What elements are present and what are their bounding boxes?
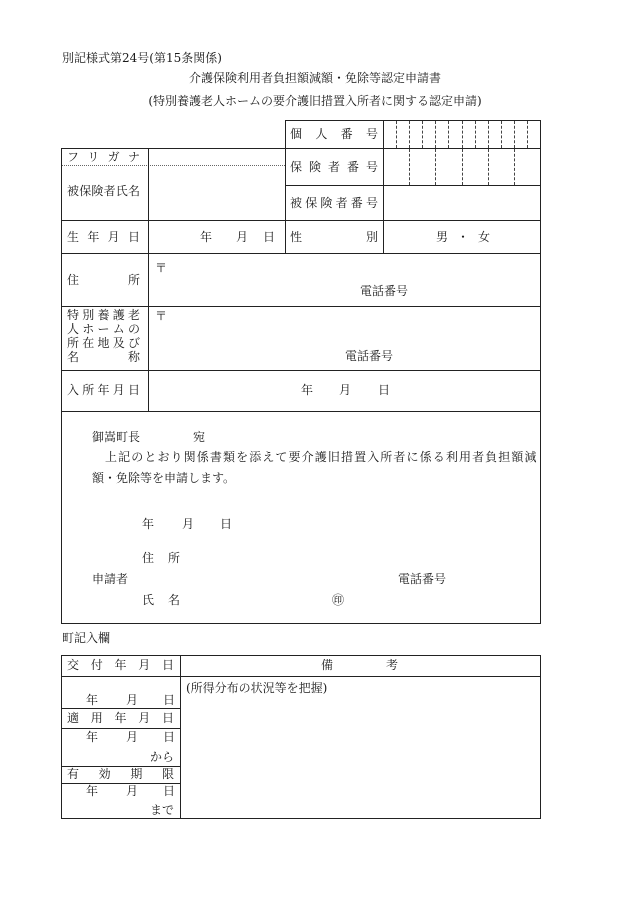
label-char: て bbox=[275, 450, 288, 464]
facility-label-line bbox=[67, 350, 140, 364]
address-label bbox=[67, 273, 140, 287]
label-char: ー bbox=[97, 322, 110, 336]
digit-separator bbox=[514, 121, 515, 148]
label-char: お bbox=[157, 450, 170, 464]
label-char: 人 bbox=[67, 322, 80, 336]
label-char: 付 bbox=[90, 658, 103, 672]
digit-separator bbox=[462, 149, 463, 185]
label-char: の bbox=[131, 450, 144, 464]
label-char: 利 bbox=[445, 450, 458, 464]
digit-separator bbox=[501, 121, 502, 148]
digit-separator bbox=[409, 149, 410, 185]
label-char: 用 bbox=[458, 450, 471, 464]
admission-date-label bbox=[67, 383, 140, 397]
digit-separator bbox=[527, 121, 528, 148]
label-char: 年 bbox=[114, 711, 127, 725]
label-char: 所 bbox=[67, 336, 80, 350]
insured-name-label bbox=[67, 184, 140, 198]
digit-separator bbox=[409, 121, 410, 148]
label-char: に bbox=[406, 450, 419, 464]
table-rule bbox=[148, 148, 149, 411]
table-rule bbox=[61, 220, 540, 221]
insurer-number-label bbox=[290, 160, 378, 174]
label-char: 添 bbox=[249, 450, 262, 464]
label-char: 有 bbox=[67, 767, 80, 781]
valid-until-day: 日 bbox=[163, 784, 176, 798]
label-char: り bbox=[170, 450, 183, 464]
table-rule bbox=[61, 148, 62, 623]
label-char: 所 bbox=[167, 551, 180, 565]
table-rule bbox=[61, 253, 540, 254]
digit-separator bbox=[488, 149, 489, 185]
label-char: 介 bbox=[301, 450, 314, 464]
label-char: 護 bbox=[112, 308, 125, 322]
issue-date-day: 日 bbox=[163, 693, 176, 707]
applicant-address-label bbox=[142, 551, 180, 565]
table-rule bbox=[61, 728, 180, 729]
facility-postal-mark: 〒 bbox=[155, 309, 168, 323]
label-char: 別 bbox=[365, 230, 378, 244]
issue-date-label bbox=[67, 658, 174, 672]
label-char: 人 bbox=[315, 127, 328, 141]
address-phone-label: 電話番号 bbox=[360, 284, 409, 298]
table-rule bbox=[61, 411, 540, 412]
admission-date-year: 年 bbox=[301, 383, 314, 397]
label-char: 書 bbox=[209, 450, 222, 464]
digit-separator bbox=[435, 121, 436, 148]
form-number: 別記様式第24号(第15条関係) bbox=[62, 51, 222, 65]
facility-phone-label: 電話番号 bbox=[345, 349, 394, 363]
facility-label-line bbox=[67, 308, 140, 322]
label-char: 個 bbox=[290, 127, 303, 141]
label-char: 氏 bbox=[142, 593, 155, 607]
from-suffix: から bbox=[149, 750, 174, 764]
form-title: 介護保険利用者負担額減額・免除等認定申請書 bbox=[188, 71, 441, 85]
digit-separator bbox=[462, 121, 463, 148]
label-char: 減 bbox=[524, 450, 537, 464]
label-char: 措 bbox=[340, 450, 353, 464]
label-char: 日 bbox=[161, 711, 174, 725]
label-char: 担 bbox=[498, 450, 511, 464]
table-rule bbox=[61, 818, 541, 819]
label-char: 別 bbox=[82, 308, 95, 322]
label-char: 入 bbox=[67, 383, 80, 397]
addressee: 御嵩町長 bbox=[92, 430, 141, 444]
label-char: 類 bbox=[222, 450, 235, 464]
digit-separator bbox=[422, 121, 423, 148]
digit-separator bbox=[514, 149, 515, 185]
label-char: 及 bbox=[112, 336, 125, 350]
label-char: ナ bbox=[127, 150, 140, 164]
until-suffix: まで bbox=[149, 803, 174, 817]
label-char: る bbox=[432, 450, 445, 464]
label-char: 期 bbox=[130, 767, 143, 781]
digit-separator bbox=[396, 121, 397, 148]
table-rule bbox=[180, 655, 181, 818]
label-char: 備 bbox=[321, 658, 334, 672]
label-char: 者 bbox=[393, 450, 406, 464]
label-char: と bbox=[144, 450, 157, 464]
label-char: 名 bbox=[167, 593, 180, 607]
birth-date-year: 年 bbox=[200, 230, 213, 244]
digit-separator bbox=[475, 121, 476, 148]
label-char: 効 bbox=[98, 767, 111, 781]
label-char: 老 bbox=[127, 308, 140, 322]
label-char: 置 bbox=[354, 450, 367, 464]
facility-label-line bbox=[67, 322, 140, 336]
label-char: ガ bbox=[107, 150, 120, 164]
label-char: 旧 bbox=[327, 450, 340, 464]
remarks-note: (所得分布の状況等を把握) bbox=[186, 681, 328, 695]
label-char: 用 bbox=[90, 711, 103, 725]
valid-until-label bbox=[67, 767, 174, 781]
applicant-phone-label: 電話番号 bbox=[398, 572, 447, 586]
label-char: 者 bbox=[327, 160, 340, 174]
table-rule bbox=[61, 370, 540, 371]
label-char: 地 bbox=[97, 336, 110, 350]
label-char: 年 bbox=[87, 230, 100, 244]
label-char: リ bbox=[87, 150, 100, 164]
label-char: 険 bbox=[91, 184, 104, 198]
label-char: 入 bbox=[367, 450, 380, 464]
address-postal-mark: 〒 bbox=[155, 261, 168, 275]
label-char: 号 bbox=[365, 127, 378, 141]
apply-date-month: 月 bbox=[126, 730, 139, 744]
remarks-label bbox=[321, 658, 398, 672]
label-char: 女 bbox=[477, 230, 490, 244]
declaration-line: 額・免除等を申請します。 bbox=[92, 471, 236, 485]
label-char: 年 bbox=[97, 383, 110, 397]
table-rule bbox=[285, 120, 286, 253]
declaration-line bbox=[105, 450, 537, 464]
label-char: 者 bbox=[103, 184, 116, 198]
label-char: ホ bbox=[82, 322, 95, 336]
office-use-title: 町記入欄 bbox=[62, 631, 111, 645]
apply-date-label bbox=[67, 711, 174, 725]
label-char: 番 bbox=[350, 196, 363, 210]
label-char: 日 bbox=[127, 383, 140, 397]
furigana-label bbox=[67, 150, 140, 164]
issue-date-month: 月 bbox=[126, 693, 139, 707]
addressee-suffix: 宛 bbox=[193, 430, 206, 444]
birth-date-month: 月 bbox=[236, 230, 249, 244]
issue-date-year: 年 bbox=[86, 693, 99, 707]
label-char: 要 bbox=[288, 450, 301, 464]
label-char: 所 bbox=[82, 383, 95, 397]
label-char: 番 bbox=[346, 160, 359, 174]
label-char: ・ bbox=[456, 230, 469, 244]
label-char: 記 bbox=[118, 450, 131, 464]
table-rule bbox=[61, 708, 180, 709]
label-char: 号 bbox=[365, 196, 378, 210]
label-char: ム bbox=[112, 322, 125, 336]
label-char: 所 bbox=[127, 273, 140, 287]
furigana-divider bbox=[61, 165, 285, 166]
application-date-year: 年 bbox=[142, 517, 155, 531]
label-char: び bbox=[127, 336, 140, 350]
digit-separator bbox=[448, 121, 449, 148]
label-char: 係 bbox=[196, 450, 209, 464]
label-char: 性 bbox=[290, 230, 303, 244]
sex-label bbox=[290, 230, 378, 244]
label-char: 限 bbox=[161, 767, 174, 781]
digit-separator bbox=[488, 121, 489, 148]
table-rule bbox=[61, 655, 62, 818]
insured-number-label bbox=[290, 196, 378, 210]
apply-date-day: 日 bbox=[163, 730, 176, 744]
label-char: フ bbox=[67, 150, 80, 164]
seal-mark: ㊞ bbox=[332, 593, 345, 607]
applicant-label: 申請者 bbox=[92, 572, 129, 586]
label-char: 険 bbox=[308, 160, 321, 174]
label-char: 月 bbox=[138, 711, 151, 725]
table-rule bbox=[540, 120, 541, 623]
table-rule bbox=[285, 185, 540, 186]
admission-date-month: 月 bbox=[339, 383, 352, 397]
label-char: 養 bbox=[97, 308, 110, 322]
label-char: 適 bbox=[67, 711, 80, 725]
label-char: 月 bbox=[138, 658, 151, 672]
label-char: 護 bbox=[314, 450, 327, 464]
label-char: を bbox=[236, 450, 249, 464]
valid-until-year: 年 bbox=[86, 784, 99, 798]
label-char: の bbox=[127, 322, 140, 336]
label-char: 考 bbox=[385, 658, 398, 672]
label-char: 月 bbox=[112, 383, 125, 397]
label-char: 保 bbox=[290, 160, 303, 174]
admission-date-day: 日 bbox=[378, 383, 391, 397]
table-rule bbox=[61, 148, 540, 149]
table-rule bbox=[61, 306, 540, 307]
label-char: 年 bbox=[114, 658, 127, 672]
application-date-month: 月 bbox=[182, 517, 195, 531]
table-rule bbox=[383, 120, 384, 253]
apply-date-year: 年 bbox=[86, 730, 99, 744]
applicant-name-label bbox=[142, 593, 180, 607]
label-char: 額 bbox=[511, 450, 524, 464]
birth-date-day: 日 bbox=[263, 230, 276, 244]
facility-label-line bbox=[67, 336, 140, 350]
label-char: 日 bbox=[127, 230, 140, 244]
label-char: 名 bbox=[127, 184, 140, 198]
label-char: 日 bbox=[161, 658, 174, 672]
valid-until-month: 月 bbox=[126, 784, 139, 798]
table-rule bbox=[61, 655, 541, 656]
table-rule bbox=[540, 655, 541, 818]
label-char: 在 bbox=[82, 336, 95, 350]
label-char: 月 bbox=[107, 230, 120, 244]
label-char: 生 bbox=[67, 230, 80, 244]
label-char: え bbox=[262, 450, 275, 464]
label-char: 者 bbox=[472, 450, 485, 464]
personal-number-label bbox=[290, 127, 378, 141]
birth-date-label bbox=[67, 230, 140, 244]
label-char: 住 bbox=[142, 551, 155, 565]
sex-options bbox=[436, 230, 490, 244]
label-char: 負 bbox=[485, 450, 498, 464]
label-char: 号 bbox=[365, 160, 378, 174]
form-subtitle: (特別養護老人ホームの要介護旧措置入所者に関する認定申請) bbox=[148, 94, 482, 108]
label-char: 係 bbox=[419, 450, 432, 464]
table-rule bbox=[61, 623, 541, 624]
label-char: 被 bbox=[290, 196, 303, 210]
label-char: 上 bbox=[105, 450, 118, 464]
label-char: 住 bbox=[67, 273, 80, 287]
table-rule bbox=[61, 676, 541, 677]
label-char: 保 bbox=[79, 184, 92, 198]
label-char: 名 bbox=[67, 350, 80, 364]
label-char: 氏 bbox=[115, 184, 128, 198]
label-char: 特 bbox=[67, 308, 80, 322]
label-char: 保 bbox=[305, 196, 318, 210]
label-char: 称 bbox=[127, 350, 140, 364]
digit-separator bbox=[435, 149, 436, 185]
label-char: 者 bbox=[335, 196, 348, 210]
label-char: 交 bbox=[67, 658, 80, 672]
label-char: 番 bbox=[340, 127, 353, 141]
label-char: 関 bbox=[183, 450, 196, 464]
label-char: 被 bbox=[67, 184, 80, 198]
label-char: 所 bbox=[380, 450, 393, 464]
label-char: 男 bbox=[436, 230, 449, 244]
application-date-day: 日 bbox=[220, 517, 233, 531]
label-char: 険 bbox=[320, 196, 333, 210]
